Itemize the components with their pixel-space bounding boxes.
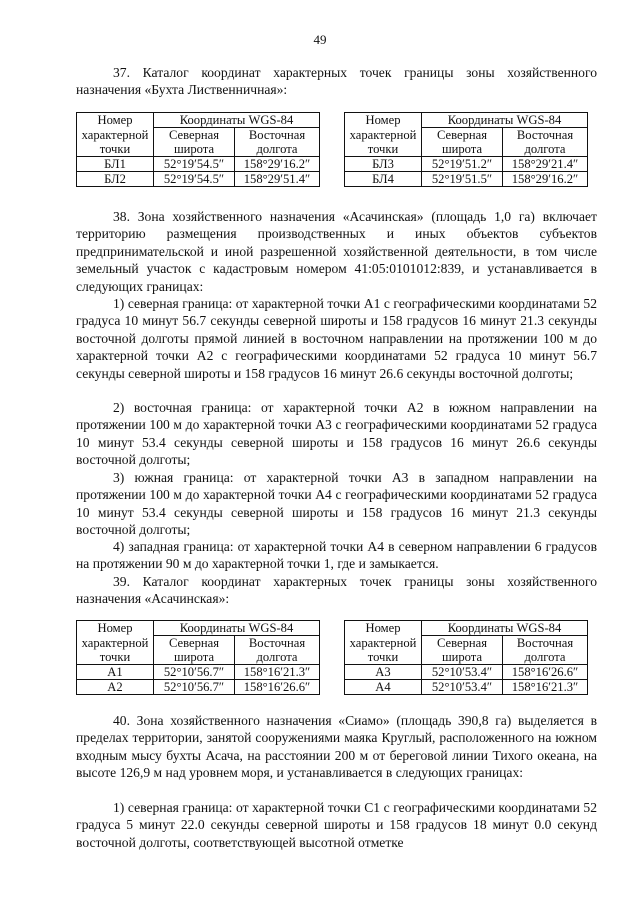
point-cell: А1 <box>77 665 154 680</box>
table-row <box>77 172 320 187</box>
paragraph-40: 40. Зона хозяйственного назначения «Сиамо» (площадь 390,8 га) выделяется в пределах территории, занятой сооружениями маяка Круглый, расположенного на южном входным мысу бухты Асача, на расстоянии 200 м от береговой линии Тихого океана, на высоте 126,9 м над уровнем моря, и устанавливается в следующих границах: <box>76 713 597 781</box>
header-north-l2: широта <box>154 650 235 665</box>
east-cell: 158°29′51.4″ <box>235 172 320 187</box>
header-point-l1: Номер <box>345 113 422 128</box>
header-north-l2: широта <box>154 142 235 157</box>
north-cell: 52°10′53.4″ <box>422 665 503 680</box>
header-point-l3: точки <box>345 142 422 157</box>
header-point-l3: точки <box>77 650 154 665</box>
east-cell: 158°16′26.6″ <box>503 665 588 680</box>
east-cell: 158°29′21.4″ <box>503 157 588 172</box>
table-row <box>77 665 320 680</box>
paragraph-39: 39. Каталог координат характерных точек границы зоны хозяйственного назначения «Асачинская»: <box>76 574 597 607</box>
table-row <box>345 157 588 172</box>
paragraph-38: 38. Зона хозяйственного назначения «Асачинская» (площадь 1,0 га) включает территорию размещения производственных и иных объектов субъектов предпринимательской и иной разрешенной хозяйственной деятельности, в том числе земельный участок с кадастровым номером 41:05:0101012:839, и устанавливается в следующих границах: <box>76 209 597 294</box>
coords-table-a-right <box>344 620 588 695</box>
header-coords: Координаты WGS-84 <box>154 113 320 128</box>
point-cell: А3 <box>345 665 422 680</box>
header-east-l2: долгота <box>503 650 588 665</box>
header-east-l2: долгота <box>503 142 588 157</box>
header-north-l2: широта <box>422 650 503 665</box>
north-cell: 52°19′54.5″ <box>154 172 235 187</box>
header-point-l1: Номер <box>345 621 422 636</box>
header-north-l2: широта <box>422 142 503 157</box>
header-point-l1: Номер <box>77 113 154 128</box>
point-cell: БЛ3 <box>345 157 422 172</box>
north-cell: 52°10′56.7″ <box>154 680 235 695</box>
header-north-l1: Северная <box>422 128 503 143</box>
paragraph-38-4: 4) западная граница: от характерной точки А4 в северном направлении 6 градусов на протяжении 90 м до характерной точки 1, где и замыкается. <box>76 539 597 572</box>
north-cell: 52°19′51.2″ <box>422 157 503 172</box>
paragraph-38-2: 2) восточная граница: от характерной точки А2 в южном направлении на протяжении 100 м до характерной точки А3 с географическими координатами 52 градуса 10 минут 53.4 секунды северной широты и 158 градусов 16 минут 26.6 секунды восточной долготы; <box>76 400 597 468</box>
paragraph-38-3: 3) южная граница: от характерной точки А3 в западном направлении на протяжении 100 м до характерной точки А4 с географическими координатами 52 градуса 10 минут 53.4 секунды северной широты и 158 градусов 16 минут 21.3 секунды восточной долготы; <box>76 470 597 538</box>
page-number: 49 <box>313 32 327 47</box>
table-row <box>345 680 588 695</box>
header-point-l2: характерной <box>345 128 422 143</box>
north-cell: 52°19′51.5″ <box>422 172 503 187</box>
header-east-l1: Восточная <box>503 128 588 143</box>
east-cell: 158°16′21.3″ <box>235 665 320 680</box>
header-east-l1: Восточная <box>503 636 588 651</box>
paragraph-40-1: 1) северная граница: от характерной точки С1 с географическими координатами 52 градуса 5 минут 22.0 секунды северной широты и 158 градусов 18 минут 0.0 секунд восточной долготы, соответствующей высотной отметке <box>76 800 597 850</box>
header-point-l2: характерной <box>77 636 154 651</box>
header-north-l1: Северная <box>154 128 235 143</box>
header-point-l3: точки <box>345 650 422 665</box>
point-cell: БЛ4 <box>345 172 422 187</box>
table-row <box>77 157 320 172</box>
east-cell: 158°16′21.3″ <box>503 680 588 695</box>
point-cell: А2 <box>77 680 154 695</box>
header-point-l2: характерной <box>77 128 154 143</box>
header-north-l1: Северная <box>422 636 503 651</box>
header-point-l2: характерной <box>345 636 422 651</box>
header-coords: Координаты WGS-84 <box>422 621 588 636</box>
header-coords: Координаты WGS-84 <box>154 621 320 636</box>
north-cell: 52°19′54.5″ <box>154 157 235 172</box>
header-point-l3: точки <box>77 142 154 157</box>
paragraph-37: 37. Каталог координат характерных точек границы зоны хозяйственного назначения «Бухта Лиственничная»: <box>76 65 597 98</box>
header-east-l2: долгота <box>235 142 320 157</box>
coords-table-a-left <box>76 620 320 695</box>
header-point-l1: Номер <box>77 621 154 636</box>
coords-table-bl-right <box>344 112 588 187</box>
table-row <box>345 172 588 187</box>
header-east-l1: Восточная <box>235 128 320 143</box>
header-east-l2: долгота <box>235 650 320 665</box>
header-coords: Координаты WGS-84 <box>422 113 588 128</box>
north-cell: 52°10′53.4″ <box>422 680 503 695</box>
table-row <box>345 665 588 680</box>
north-cell: 52°10′56.7″ <box>154 665 235 680</box>
east-cell: 158°16′26.6″ <box>235 680 320 695</box>
table-row <box>77 680 320 695</box>
point-cell: А4 <box>345 680 422 695</box>
header-north-l1: Северная <box>154 636 235 651</box>
coords-table-bl-left <box>76 112 320 187</box>
header-east-l1: Восточная <box>235 636 320 651</box>
paragraph-38-1: 1) северная граница: от характерной точки А1 с географическими координатами 52 градуса 10 минут 56.7 секунды северной широты и 158 градусов 16 минут 21.3 секунды восточной долготы прямой линией в восточном направлении на протяжении 100 м до характерной точки А2 с географическими координатами 52 градуса 10 минут 56.7 секунды северной широты и 158 градусов 16 минут 26.6 секунды восточной долготы; <box>76 296 597 381</box>
point-cell: БЛ2 <box>77 172 154 187</box>
east-cell: 158°29′16.2″ <box>503 172 588 187</box>
east-cell: 158°29′16.2″ <box>235 157 320 172</box>
point-cell: БЛ1 <box>77 157 154 172</box>
